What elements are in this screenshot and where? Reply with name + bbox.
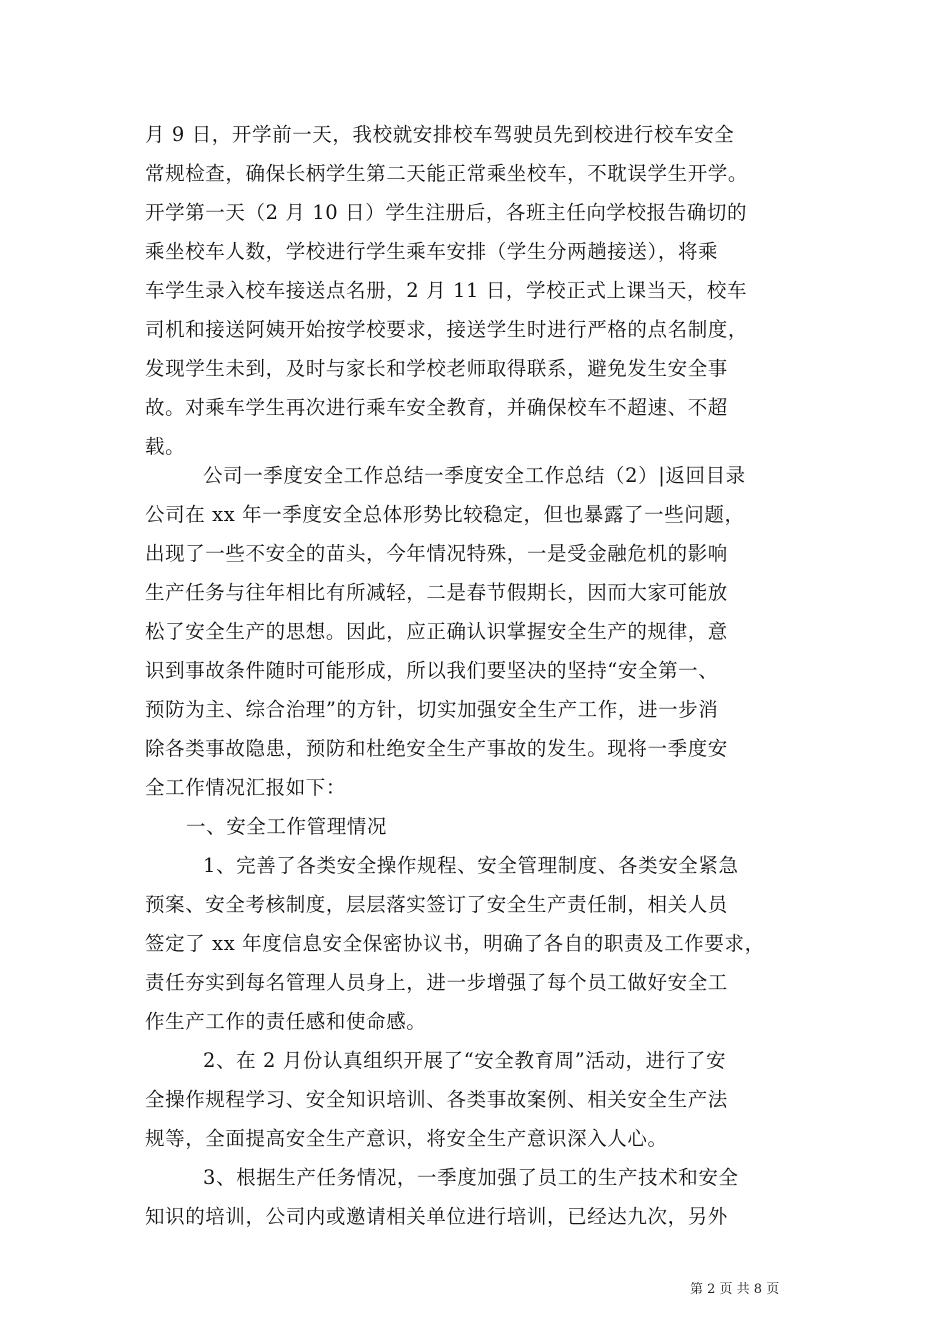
text-line: 预案、安全考核制度，层层落实签订了安全生产责任制，相关人员 [145, 893, 728, 916]
text-line: 规等，全面提高安全生产意识，将安全生产意识深入人心。 [145, 1127, 668, 1150]
text-line: 1、完善了各类安全操作规程、安全管理制度、各类安全紧急 [203, 854, 739, 877]
subheading: 一、安全工作管理情况 [186, 815, 388, 838]
text-line: 识到事故条件随时可能形成，所以我们要坚决的坚持“安全第一、 [145, 659, 719, 682]
page-number: 第 2 页 共 8 页 [690, 1282, 780, 1297]
text-line: 作生产工作的责任感和使命感。 [145, 1010, 427, 1033]
text-line: 司机和接送阿姨开始按学校要求，接送学生时进行严格的点名制度， [145, 318, 749, 341]
text-line: 松了安全生产的思想。因此，应正确认识掌握安全生产的规律，意 [145, 620, 728, 643]
text-line: 责任夯实到每名管理人员身上，进一步增强了每个员工做好安全工 [145, 971, 728, 994]
text-line: 乘坐校车人数，学校进行学生乘车安排（学生分两趟接送），将乘 [145, 240, 719, 263]
text-line: 知识的培训，公司内或邀请相关单位进行培训，已经达九次，另外 [145, 1205, 728, 1228]
text-line: 全工作情况汇报如下： [145, 776, 347, 799]
text-line: 车学生录入校车接送点名册，2 月 11 日，学校正式上课当天，校车 [145, 279, 748, 302]
text-line: 载。 [145, 435, 186, 458]
text-line: 2、在 2 月份认真组织开展了“安全教育周”活动，进行了安 [203, 1049, 727, 1072]
text-line: 开学第一天（2 月 10 日）学生注册后，各班主任向学校报告确切的 [145, 201, 748, 224]
text-line: 签定了 xx 年度信息安全保密协议书，明确了各自的职责及工作要求， [145, 932, 765, 955]
text-line: 公司在 xx 年一季度安全总体形势比较稳定，但也暴露了一些问题， [145, 503, 745, 526]
text-line: 发现学生未到，及时与家长和学校老师取得联系，避免发生安全事 [145, 357, 728, 380]
text-line: 出现了一些不安全的苗头，今年情况特殊，一是受金融危机的影响 [145, 542, 728, 565]
text-line: 除各类事故隐患，预防和杜绝安全生产事故的发生。现将一季度安 [145, 737, 728, 760]
text-line: 常规检查，确保长柄学生第二天能正常乘坐校车，不耽误学生开学。 [145, 162, 749, 185]
text-line: 全操作规程学习、安全知识培训、各类事故案例、相关安全生产法 [145, 1088, 728, 1111]
text-line: 预防为主、综合治理”的方针，切实加强安全生产工作，进一步消 [145, 698, 719, 721]
text-line: 生产任务与往年相比有所减轻，二是春节假期长，因而大家可能放 [145, 581, 728, 604]
text-line: 故。对乘车学生再次进行乘车安全教育，并确保校车不超速、不超 [145, 396, 728, 419]
section-heading: 公司一季度安全工作总结一季度安全工作总结（2）|返回目录 [203, 464, 746, 487]
text-line: 月 9 日，开学前一天，我校就安排校车驾驶员先到校进行校车安全 [145, 123, 735, 146]
text-line: 3、根据生产任务情况，一季度加强了员工的生产技术和安全 [203, 1166, 739, 1189]
